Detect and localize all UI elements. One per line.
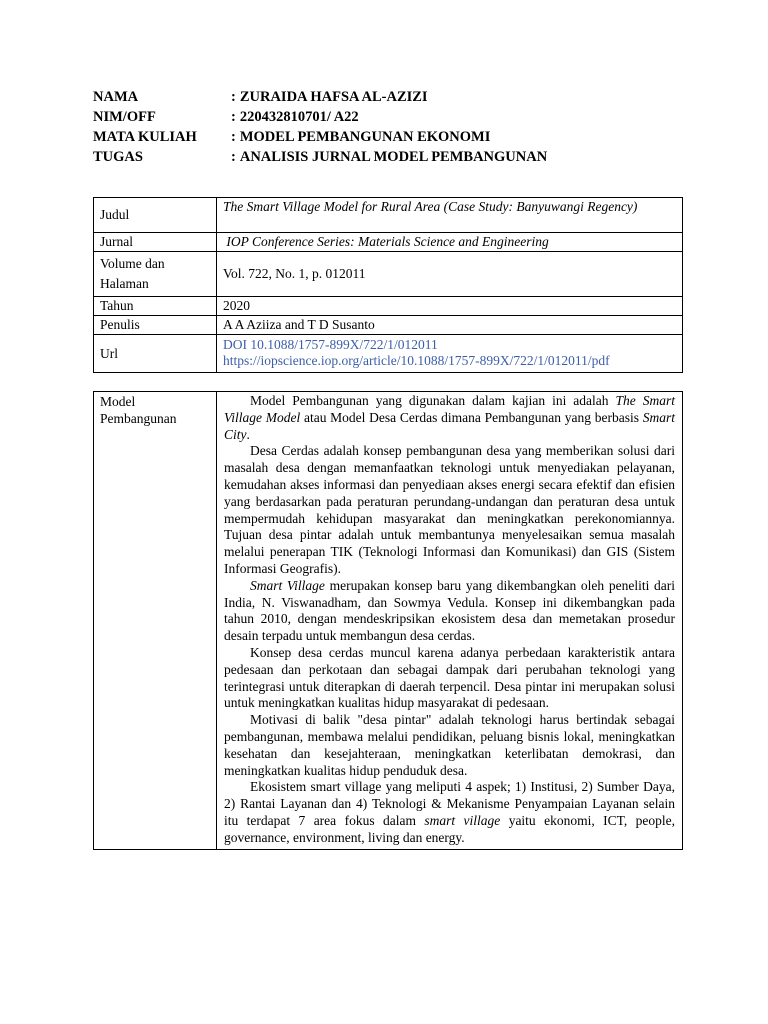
url-label: Url <box>94 335 217 373</box>
judul-value <box>217 198 683 233</box>
table-row-jurnal <box>94 233 683 252</box>
header-row-mata-kuliah <box>93 127 547 147</box>
header-separator: : <box>231 89 236 105</box>
doi-link[interactable]: DOI 10.1088/1757-899X/722/1/012011 <box>223 337 438 352</box>
tahun-label: Tahun <box>94 297 217 316</box>
p6-text-a: Ekosistem smart village yang meliputi 4 aspek; 1) Institusi, 2) Sumber Daya, 2) Rantai Layanan dan 4) Teknologi & Mekanisme Penyampaian Layanan selain itu terdapat 7 area fokus dalam <box>224 779 675 828</box>
p1-text-d: Smart City <box>224 409 675 442</box>
header-key: MATA KULIAH <box>93 129 197 145</box>
p1-text-c: atau Model Desa Cerdas dimana Pembangunan yang berbasis <box>300 409 643 425</box>
table-row-volume <box>94 252 683 297</box>
p1-text-b: The Smart Village Model <box>224 393 676 425</box>
header-separator: : <box>231 109 236 125</box>
header-key: NIM/OFF <box>93 109 156 125</box>
header-value: MODEL PEMBANGUNAN EKONOMI <box>239 129 491 145</box>
paragraph-2: Desa Cerdas adalah konsep pembangunan desa yang memberikan solusi dari masalah desa dengan memanfaatkan teknologi untuk menyediakan pelayanan, kemudahan akses informasi dan penyediaan akses energi secara efektif dan efisien yang berdasarkan pada peraturan perundang-undangan dan peraturan desa untuk mempermudah kehidupan masyarakat dan meningkatkan perekonomiannya. Tujuan desa pintar adalah untuk membantunya menyelesaikan semua masalah melalui penerapan TIK (Teknologi Informasi dan Komunikasi) dan GIS (Sistem Informasi Geografis). <box>224 443 675 576</box>
paragraph-6 <box>224 779 675 846</box>
volume-value: Vol. 722, No. 1, p. 012011 <box>217 252 683 297</box>
header-separator: : <box>231 129 236 145</box>
jurnal-value <box>217 233 683 252</box>
p3-text-a: Smart Village <box>250 577 325 593</box>
paragraph-5: Motivasi di balik "desa pintar" adalah teknologi harus bertindak sebagai pembangunan, membawa melalui pendidikan, peluang bisnis lokal, meningkatkan kesehatan dan kesejahteraan, meningkatkan keterlibatan demokrasi, dan meningkatkan kualitas hidup penduduk desa. <box>224 712 675 778</box>
header-row-nama <box>93 87 547 107</box>
p1-text-a: Model Pembangunan yang digunakan dalam kajian ini adalah <box>250 393 616 408</box>
journal-info-table <box>93 197 683 373</box>
model-label-line-1: Model <box>100 394 136 409</box>
header-key: NAMA <box>93 89 139 105</box>
penulis-label: Penulis <box>94 316 217 335</box>
model-description <box>217 392 683 850</box>
header-key: TUGAS <box>93 149 143 165</box>
penulis-value: A A Aziiza and T D Susanto <box>217 316 683 335</box>
paragraph-1 <box>224 393 675 443</box>
volume-label-line-1: Volume dan <box>100 256 165 271</box>
header-value: ANALISIS JURNAL MODEL PEMBANGUNAN <box>239 149 548 165</box>
table-row-penulis <box>94 316 683 335</box>
header-value: 220432810701/ A22 <box>239 109 359 125</box>
volume-label <box>94 252 217 297</box>
p1-text-e: . <box>246 426 250 442</box>
model-label <box>94 392 217 850</box>
judul-label: Judul <box>94 198 217 233</box>
header-value: ZURAIDA HAFSA AL-AZIZI <box>239 89 428 105</box>
tahun-value: 2020 <box>217 297 683 316</box>
paragraph-3 <box>224 578 675 645</box>
table-row-model <box>94 392 683 850</box>
table-row-tahun <box>94 297 683 316</box>
jurnal-label: Jurnal <box>94 233 217 252</box>
pdf-link[interactable]: https://iopscience.iop.org/article/10.1088/1757-899X/722/1/012011/pdf <box>223 353 610 368</box>
url-value <box>217 335 683 373</box>
judul-text: The Smart Village Model for Rural Area (Case Study: Banyuwangi Regency) <box>223 199 638 214</box>
header-row-tugas <box>93 147 547 167</box>
table-row-judul <box>94 198 683 233</box>
header-block <box>93 87 547 167</box>
p6-text-b: smart village <box>424 812 501 828</box>
model-label-line-2: Pembangunan <box>100 410 177 426</box>
volume-label-line-2: Halaman <box>100 276 149 291</box>
p6-text-c: yaitu ekonomi, ICT, people, governance, environment, living dan energy. <box>224 812 675 845</box>
table-row-url <box>94 335 683 373</box>
model-analysis-table <box>93 391 683 850</box>
p3-text-b: merupakan konsep baru yang dikembangkan oleh peneliti dari India, N. Viswanadham, dan Sowmya Vedula. Konsep ini dikembangkan pada tahun 2010, dengan mendeskripsikan ekosistem desa dan memetakan prosedur desain terpadu untuk membangun desa cerdas. <box>224 577 675 644</box>
jurnal-text: IOP Conference Series: Materials Science and Engineering <box>226 234 549 249</box>
header-row-nim <box>93 107 547 127</box>
header-separator: : <box>231 149 236 165</box>
paragraph-4: Konsep desa cerdas muncul karena adanya perbedaan karakteristik antara pedesaan dan perkotaan dan sebagai dampak dari perubahan teknologi yang terintegrasi untuk diterapkan di daerah terpencil. Desa pintar ini merupakan solusi untuk meningkatkan kualitas hidup masyarakat di pedesaan. <box>224 644 675 711</box>
